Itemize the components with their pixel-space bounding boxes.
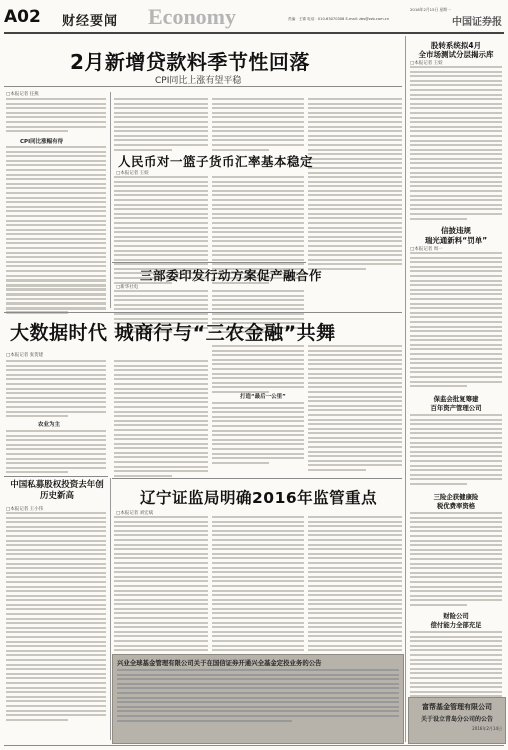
bottom-rule xyxy=(4,745,504,746)
sidebar-headline-5: 财险公司 xyxy=(443,612,469,620)
credit-col-2 xyxy=(114,98,208,153)
ad-branch-notice xyxy=(408,697,506,744)
credit-col-1 xyxy=(6,98,106,135)
credit-col-4 xyxy=(308,98,402,273)
bigdata-col-1 xyxy=(6,360,106,420)
pe-headline: 中国私募股权投资去年创历史新高 xyxy=(10,480,104,501)
bigdata-col-3 xyxy=(212,345,304,396)
ad-branch-notice-date: 2016年2月14日 xyxy=(472,726,502,731)
bigdata-col-4 xyxy=(308,345,402,474)
sidebar-text-5 xyxy=(410,631,502,705)
ad-branch-notice-title: 富帮基金管理有限公司 xyxy=(422,703,492,711)
bigdata-subhead-1: 农业为主 xyxy=(38,422,61,428)
liaoning-col-3 xyxy=(308,516,402,663)
liaoning-headline: 辽宁证监局明确2016年监管重点 xyxy=(140,489,378,507)
liaoning-col-2 xyxy=(212,516,304,663)
paper-logo: 中国证券报 xyxy=(452,17,502,28)
sidebar-text-3 xyxy=(410,414,502,488)
bigdata-col-2 xyxy=(114,360,208,479)
sidebar-headline-1b: 全市场测试分层揭示库 xyxy=(418,50,494,59)
bigdata-subhead-2: 打造“最后一公里” xyxy=(240,394,286,400)
credit-headline: 2月新增贷款料季节性回落 xyxy=(70,50,310,74)
sidebar-byline-1: □本报记者 王姣 xyxy=(410,61,443,66)
sidebar-headline-3: 保监会批复筹建 xyxy=(433,395,479,403)
credit-inset-title: CPI同比涨幅有待 xyxy=(20,139,64,145)
sidebar-text-4 xyxy=(410,512,502,608)
bigdata-col-1b xyxy=(6,430,106,476)
liaoning-byline: □本报记者 刘宏斌 xyxy=(116,511,154,516)
section-title-en: Economy xyxy=(148,4,236,29)
sidebar-divider xyxy=(405,36,406,742)
sidebar-text-2 xyxy=(410,252,502,390)
pe-rule xyxy=(4,476,108,477)
sidebar-headline-3b: 百年资产管理公司 xyxy=(430,404,482,412)
sidebar-headline-4: 三险企获健康险 xyxy=(433,493,479,501)
section-title: 财经要闻 xyxy=(62,14,119,29)
page-number: A02 xyxy=(4,7,41,27)
ministries-byline: □新华社电 xyxy=(116,285,139,290)
sidebar-headline-2b: 瑞光通新料“罚单” xyxy=(424,236,488,245)
ministries-headline: 三部委印发行动方案促产融合作 xyxy=(140,268,323,283)
masthead xyxy=(0,0,508,32)
bigdata-rule-top xyxy=(4,312,402,313)
masthead-meta: 责编：王锦 电话：010-63070308 E-mail: zbs@zzb.com.cn xyxy=(288,17,390,21)
rmb-byline: □本报记者 王姣 xyxy=(116,171,149,176)
sidebar-headline-2: 信披违规 xyxy=(441,226,471,235)
bigdata-col-3b xyxy=(212,402,304,466)
credit-byline: □本报记者 任燕 xyxy=(6,92,39,97)
ad-branch-notice-subtitle: 关于设立青岛分公司的公告 xyxy=(420,716,493,723)
ministries-rule xyxy=(112,262,306,263)
sidebar-headline-1: 股转系统拟4月 xyxy=(430,41,482,50)
pe-col-divider xyxy=(110,478,111,740)
sidebar-headline-5b: 偿付能力全部充足 xyxy=(430,621,482,629)
liaoning-col-1 xyxy=(114,516,208,663)
pe-byline: □本报记者 王小伟 xyxy=(6,507,44,512)
sidebar-headline-4b: 税优费率资格 xyxy=(436,502,476,510)
masthead-rule xyxy=(4,32,504,34)
sidebar-text-1 xyxy=(410,66,502,222)
liaoning-rule xyxy=(112,478,402,479)
credit-col-divider xyxy=(110,92,111,308)
credit-rule xyxy=(4,86,402,87)
ad-fund-notice-title: 兴业全球基金管理有限公司关于在国信证券开通兴全基金定投业务的公告 xyxy=(117,659,322,667)
bigdata-byline: □本报记者 张贺建 xyxy=(6,353,44,358)
bigdata-headline: 大数据时代 城商行与“三农金融”共舞 xyxy=(10,322,336,344)
ad-fund-notice xyxy=(112,654,404,744)
pe-text xyxy=(6,512,106,723)
credit-subheadline: CPI同比上涨有望平稳 xyxy=(155,76,242,86)
rmb-headline: 人民币对一篮子货币汇率基本稳定 xyxy=(118,154,314,169)
sidebar-byline-2: □本报记者 周一 xyxy=(410,247,443,252)
credit-col-3 xyxy=(212,98,304,153)
issue-date: 2016年2月15日 星期一 xyxy=(410,7,451,12)
